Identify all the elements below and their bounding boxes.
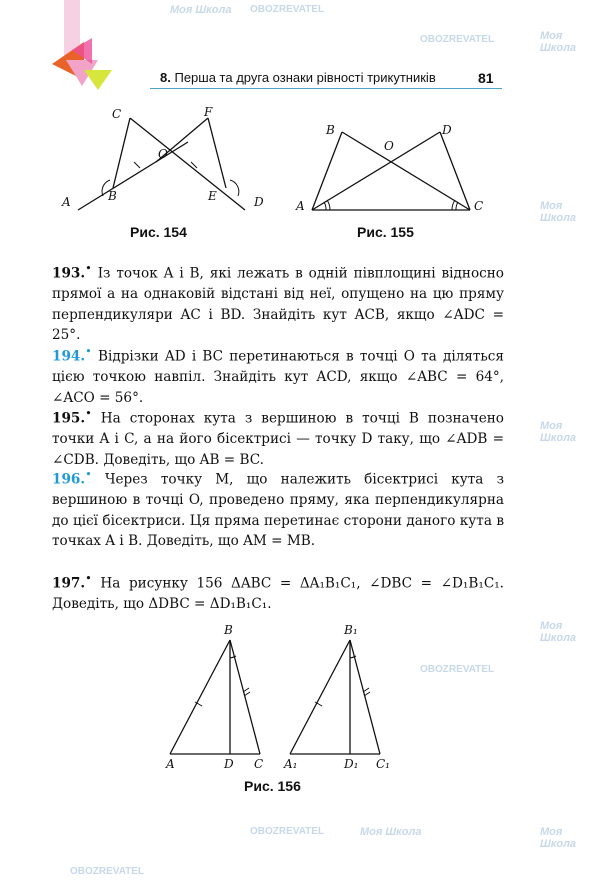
fig156-label-d1: D₁ (344, 757, 359, 771)
watermark-brand: Моя Школа (540, 200, 577, 224)
fig154-label-d: D (254, 195, 264, 209)
figure-154 (58, 100, 278, 215)
watermark-brand: Моя Школа (540, 30, 577, 54)
problem-196-mark: • (85, 467, 92, 481)
fig155-caption: Рис. 155 (357, 224, 414, 240)
fig154-label-c: C (112, 107, 122, 121)
fig156-label-a1: A₁ (284, 757, 298, 771)
fig156-label-b1: B₁ (344, 623, 358, 637)
problem-193-number: 193. (52, 265, 86, 282)
fig154-label-o: O (158, 147, 168, 161)
fig154-caption: Рис. 154 (130, 224, 187, 240)
watermark-brand: OBOZREVATEL (70, 866, 145, 877)
problem-196-text: Через точку M, що належить бісектрисі кута з вершиною в точці O, проведено пряму, яка перпендикулярна до цієї бісектриси. Ця пряма перетинає сторони даного кута в точках A і B. Доведіть, що AM = MB. (52, 471, 504, 550)
watermark-brand: OBOZREVATEL (250, 4, 325, 15)
chapter-title-text: Перша та друга ознаки рівності трикутників (174, 70, 436, 85)
fig156-caption: Рис. 156 (244, 778, 301, 794)
problem-195-text: На сторонах кута з вершиною в точці B позначено точки A і C, а на його бісектрисі — точку D таку, що ∠ADB = ∠CDB. Доведіть, що AB = BC. (52, 410, 504, 468)
problem-194 (52, 341, 504, 408)
fig154-label-a: A (62, 195, 71, 209)
fig155-label-c: C (474, 199, 484, 213)
fig154-label-b: B (108, 189, 117, 203)
chapter-title (160, 70, 436, 85)
problem-197-text: На рисунку 156 ΔABC = ΔA₁B₁C₁, ∠DBC = ∠D₁B₁C₁. Доведіть, що ΔDBC = ΔD₁B₁C₁. (52, 575, 504, 613)
fig155-label-d: D (442, 123, 452, 137)
header-rule (150, 88, 502, 89)
fig156-label-a: A (166, 757, 175, 771)
figure-155 (292, 118, 492, 218)
problem-197 (52, 568, 504, 615)
figure-156 (150, 618, 410, 778)
watermark-brand: OBOZREVATEL (420, 34, 495, 45)
fig154-label-e: E (208, 189, 217, 203)
problem-194-mark: • (85, 344, 92, 358)
corner-decoration (0, 0, 130, 95)
watermark-brand: Моя Школа (360, 826, 422, 838)
problem-193-mark: • (85, 261, 92, 275)
problem-194-text: Відрізки AD і BC перетинаються в точці O та діляться цією точкою навпіл. Знайдіть кут ACD, якщо ∠ABC = 64°, ∠ACO = 56°. (52, 348, 504, 406)
fig155-label-a: A (296, 199, 305, 213)
watermark-brand: OBOZREVATEL (250, 826, 325, 837)
problem-197-number: 197. (52, 575, 86, 592)
problem-197-mark: • (85, 571, 92, 585)
problem-195 (52, 403, 504, 470)
fig156-label-b: B (224, 623, 233, 637)
problem-196 (52, 464, 504, 552)
chapter-number: 8. (160, 70, 171, 85)
problem-194-number: 194. (52, 348, 86, 365)
fig156-label-c1: C₁ (376, 757, 390, 771)
fig156-label-d: D (224, 757, 234, 771)
problem-195-mark: • (85, 406, 92, 420)
watermark-brand: Моя Школа (540, 420, 577, 444)
watermark-brand: Моя Школа (170, 4, 232, 16)
fig155-label-b: B (326, 123, 335, 137)
watermark-brand: Моя Школа (540, 826, 577, 850)
problem-193-text: Із точок A і B, які лежать в одній півплощині відносно прямої a на однаковій відстані від неї, опущено на цю пряму перпендикуляри AC і BD. Знайдіть кут ACB, якщо ∠ADC = 25°. (52, 265, 504, 344)
problem-195-number: 195. (52, 410, 86, 427)
problem-193 (52, 258, 504, 346)
fig154-label-f: F (204, 105, 213, 119)
triangles-logo-icon (0, 0, 130, 95)
fig156-label-c: C (254, 757, 264, 771)
watermark-brand: Моя Школа (540, 620, 577, 644)
problem-196-number: 196. (52, 471, 86, 488)
page-number: 81 (478, 70, 494, 86)
watermark-brand: OBOZREVATEL (420, 664, 495, 675)
fig155-label-o: O (384, 139, 394, 153)
